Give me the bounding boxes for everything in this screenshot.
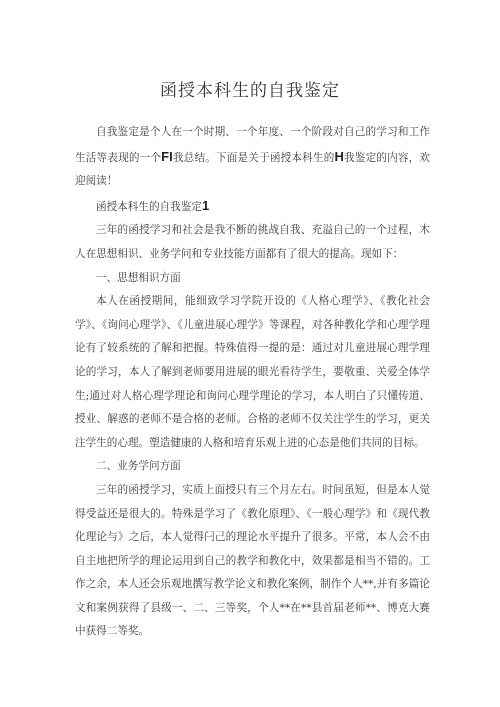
- document-body: [75, 121, 430, 644]
- intro-text-c: 我总结。下面是关于函授本科生的: [172, 151, 335, 164]
- subtitle-number: 1: [201, 197, 210, 213]
- section2-heading: 二、业务学问方面: [96, 460, 181, 473]
- section2-paragraph: 三年的函授学习，实质上面授只有三个月左右。时间虽短，但是本人觉得受益还是很大的。特殊是学习了《教化原理》、《一般心理学》和《现代教化理论与》之后，本人觉得闩己的理论水平提升了很多。平常，本人会不由自主地把所学的理论运用到自己的教学和教化中，效果都是相当不错的。工作之余，本人还会乐观地撰写教学论文和教化案例，制作个人**,并有多篇论文和案例获得了县级一、二、三等奖，个人**在**县首届老师**、博克大赛中获得二等奖。: [75, 483, 430, 638]
- section1-heading: 一、思想相识方面: [96, 271, 181, 284]
- intro-text-a: 自我鉴定是个人在一个时期、一个年度、一个阶段对自己的学习和工作生活等表现的一个: [75, 126, 430, 164]
- section1-paragraph: 本人在函授期间，能细致学习学院开设的《人格心理学》、《教化社会学》、《询问心理学》、《儿童进展心理学》等课程，对各种教化学和心理学理论有了较系统的了解和把握。特殊值得一提的是：通过对儿童进展心理学理论的学习，本人了解到老师要用进展的眼光看待学生，要敬重、关爱全体学生;通过对人格心理学理论和询问心理学理论的学习，本人明白了只懂传道、授业、解惑的老师不是合格的老师。合格的老师不仅关注学生的学习，更关注学生的心理。塑造健康的人格和培育乐观上进的心态是他们共同的目标。: [75, 295, 430, 449]
- subtitle: [75, 194, 430, 220]
- intro-glyph-h: H: [334, 148, 344, 164]
- subtitle-text: 函授本科生的自我鉴定: [96, 200, 202, 213]
- intro-glyph-fi: FI: [161, 148, 173, 164]
- intro-text-e: 我鉴定的内容，欢迎阅读！: [75, 151, 431, 188]
- document-title: 函授本科生的自我鉴定: [160, 81, 340, 101]
- intro-paragraph: [75, 121, 430, 194]
- overview-paragraph: 三年的函授学习和社会是我不断的挑战自我、充溢自己的一个过程，木人在思想相识、业务学问和专业技能方面都有了很大的提高。现如下：: [75, 224, 430, 260]
